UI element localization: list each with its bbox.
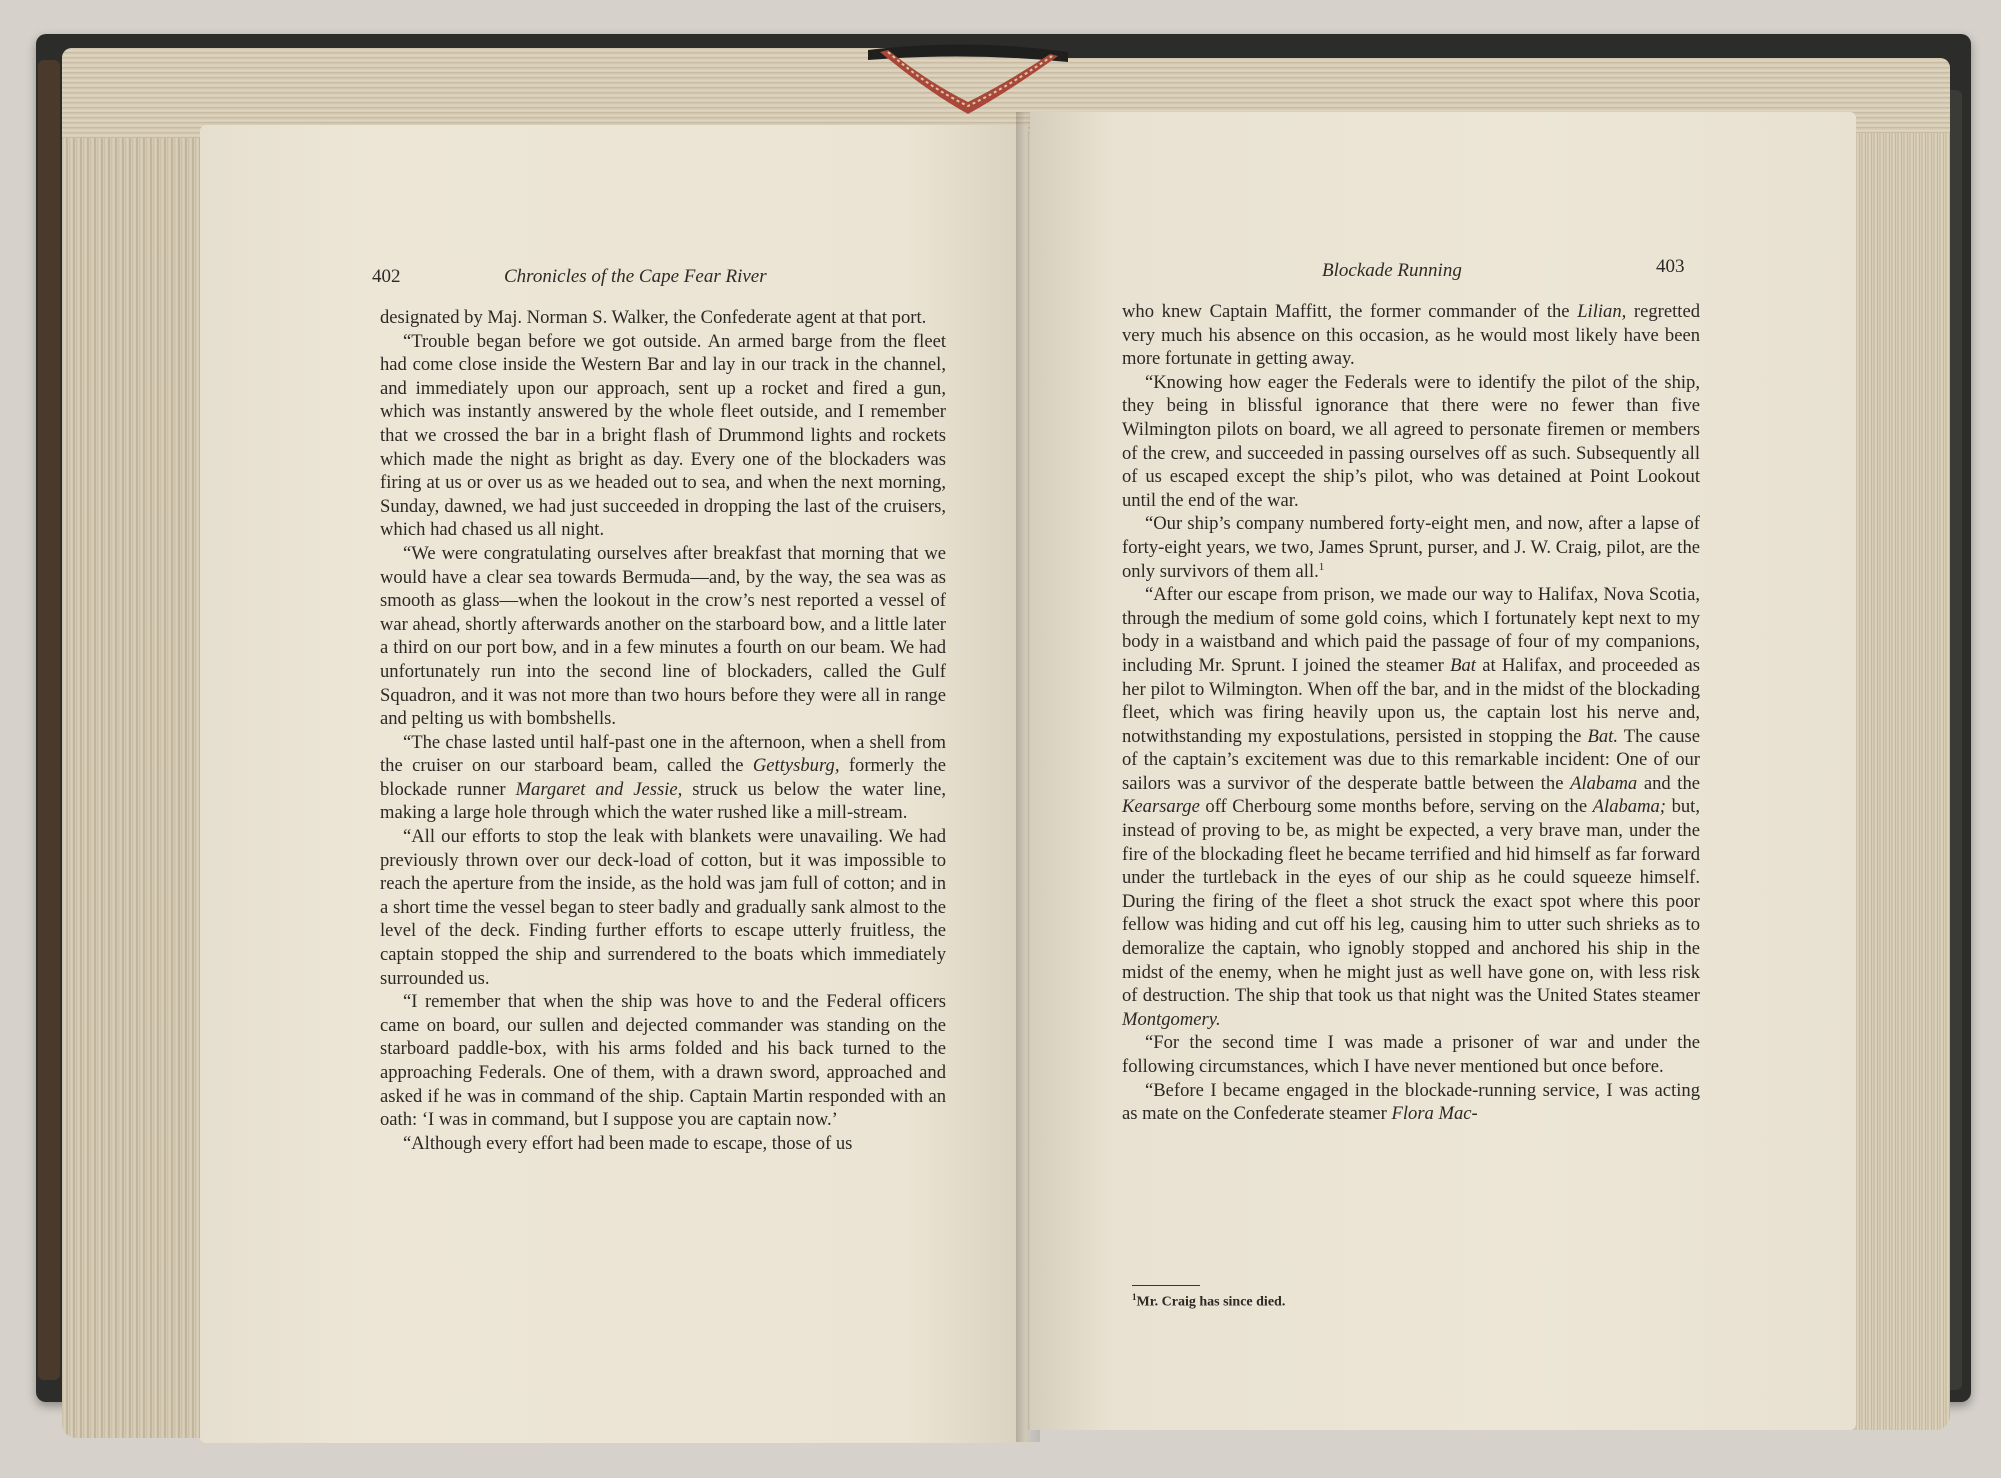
- paragraph: “I remember that when the ship was hove to and the Federal officers came on board, our sullen and dejected commander was standing on the starboard paddle-box, with his arms folded and his back turned to the approaching Federals. One of them, with a drawn sword, approached and asked if he was in command of the ship. Captain Martin responded with an oath: ‘I was in command, but I suppose you are captain now.’: [380, 991, 946, 1131]
- left-folio: 402: [372, 266, 401, 287]
- paragraph: “Our ship’s company numbered forty-eight men, and now, after a lapse of forty-eight years, we two, James Sprunt, purser, and J. W. Craig, pilot, are the only survivors of them all.$^1$: [1122, 513, 1700, 582]
- paragraph: “We were congratulating ourselves after breakfast that morning that we would have a clear sea towards Bermuda—and, by the way, the sea was as smooth as glass—when the lookout in the crow’s nest reported a vessel of war ahead, shortly afterwards another on the starboard bow, and a little later a third on our port bow, and in a few minutes a fourth on our beam. We had unfortunately run into the second line of blockaders, called the Gulf Squadron, and it was not more than two hours before they were all in range and pelting us with bombshells.: [380, 542, 946, 730]
- left-text-block: [380, 306, 946, 1155]
- footnote-reference[interactable]: 1: [1318, 560, 1325, 573]
- paragraph: “The chase lasted until half-past one in the afternoon, when a shell from the cruiser on our starboard beam, called the Gettysburg, formerly the blockade runner Margaret and Jessie, struck us below the water line, making a large hole through which the water rushed like a mill-stream.: [380, 731, 947, 824]
- paragraph: designated by Maj. Norman S. Walker, the Confederate agent at that port.: [380, 307, 927, 328]
- headband-ribbon: [868, 42, 1068, 122]
- paragraph: “After our escape from prison, we made our way to Halifax, Nova Scotia, through the medium of some gold coins, which I fortunately kept next to my body in a waistband and which paid the passage of four of my companions, including Mr. Sprunt. I joined the steamer Bat at Halifax, and proceeded as her pilot to Wilmington. When off the bar, and in the midst of the blockading fleet, which was firing heavily upon us, the captain lost his nerve and, notwithstanding my expostulations, persisted in stopping the Bat. The cause of the captain’s excitement was due to this remarkable incident: One of our sailors was a survivor of the desperate battle between the Alabama and the Kearsarge off Cherbourg some months before, serving on the Alabama; but, instead of proving to be, as might be expected, a very brave man, under the fire of the blockading fleet he became terrified and hid himself as far forward under the turtleback in the eyes of our ship as he could squeeze himself. During the firing of the fleet a shot struck the exact spot where this poor fellow was hiding and cut off his leg, causing him to utter such shrieks as to demoralize the captain, who ignobly stopped and anchored his ship in the midst of the enemy, when he might just as well have gone on, with less risk of destruction. The ship that took us that night was the United States steamer Montgomery.: [1122, 584, 1701, 1030]
- cover-edge-left: [38, 60, 60, 1380]
- paragraph: “Before I became engaged in the blockade-running service, I was acting as mate on the Confederate steamer Flora Mac-: [1122, 1079, 1700, 1125]
- paragraph: “Trouble began before we got outside. An armed barge from the fleet had come close inside the Western Bar and lay in our track in the channel, and immediately upon our approach, sent up a rocket and fired a gun, which was instantly answered by the whole fleet outside, and I remember that we crossed the bar in a bright flash of Drummond lights and rockets which made the night as bright as day. Every one of the blockaders was firing at us or over us as we headed out to sea, and when the next morning, Sunday, dawned, we had just succeeded in dropping the last of the cruisers, which had chased us all night.: [380, 330, 946, 541]
- left-running-title: Chronicles of the Cape Fear River: [504, 266, 767, 287]
- right-running-title: Blockade Running: [1322, 260, 1462, 281]
- footnote: [1132, 1292, 1285, 1311]
- paragraph: “For the second time I was made a prisoner of war and under the following circumstances, which I have never mentioned but once before.: [1122, 1032, 1700, 1077]
- footnote-marker: 1: [1132, 1292, 1137, 1302]
- paragraph: “Knowing how eager the Federals were to identify the pilot of the ship, they being in blissful ignorance that there were no fewer than five Wilmington pilots on board, we all agreed to personate firemen or members of the crew, and succeeded in passing ourselves off as such. Subsequently all of us escaped except the ship’s pilot, who was detained at Point Lookout until the end of the war.: [1122, 371, 1700, 511]
- paragraph: “Although every effort had been made to escape, those of us: [403, 1132, 853, 1154]
- footnote-rule: [1132, 1285, 1200, 1286]
- footnote-text: Mr. Craig has since died.: [1136, 1294, 1286, 1310]
- paragraph: who knew Captain Maffitt, the former commander of the Lilian, regretted very much his absence on this occasion, as he would most likely have been more fortunate in getting away.: [1122, 301, 1700, 370]
- right-text-block: [1122, 300, 1700, 1126]
- right-folio: 403: [1656, 256, 1685, 277]
- paragraph: “All our efforts to stop the leak with blankets were unavailing. We had previously thrown over our deck-load of cotton, but it was impossible to reach the aperture from the inside, as the hold was jam full of cotton; and in a short time the vessel began to steer badly and gradually sank almost to the level of the deck. Finding further efforts to escape utterly fruitless, the captain stopped the ship and surrendered to the boats which immediately surrounded us.: [380, 826, 946, 989]
